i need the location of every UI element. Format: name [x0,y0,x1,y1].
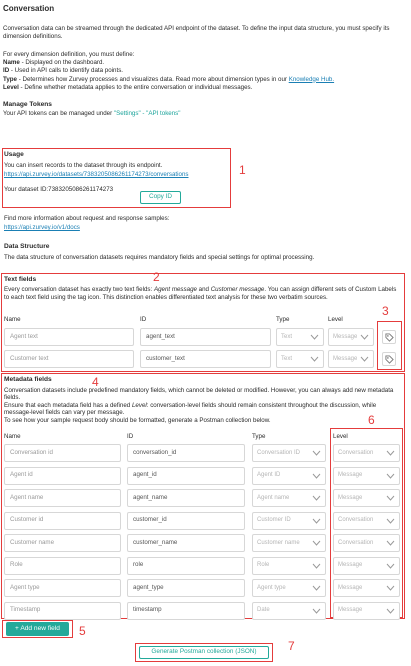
usage-title: Usage [4,151,24,158]
md-level-select[interactable] [333,489,400,507]
text-fields-desc [4,286,402,303]
definition-id [3,67,406,75]
chevron-down-icon [360,356,369,362]
chevron-down-icon [386,608,395,614]
md-desc2-a: Ensure that each metadata field has a defined [4,401,132,409]
md-header-id: ID [127,433,134,440]
usage-text: You can insert records to the dataset through its endpoint. [4,161,163,169]
dataset-id-value: 7383205086261174273 [48,185,114,193]
tf-tag-button[interactable] [382,330,396,344]
def-name-label: Name [3,58,20,66]
tf-id-input[interactable]: customer_text [140,350,271,368]
annotation-2: 2 [153,270,160,284]
md-name-input[interactable]: Customer name [4,534,121,552]
add-new-field-button[interactable]: + Add new field [6,622,69,636]
dataset-id-row [4,186,229,194]
chevron-down-icon [386,495,395,501]
md-name-input[interactable]: Conversation id [4,444,121,462]
chevron-down-icon [386,540,395,546]
annotation-4: 4 [92,375,99,389]
data-structure-text: The data structure of conversation datasets requires mandatory fields and special settings for optimal processing. [4,253,315,261]
md-id-input[interactable]: role [127,557,245,575]
md-type-value: Agent type [257,584,286,591]
md-level-value: Message [338,607,363,614]
tf-header-id: ID [140,316,147,323]
tf-desc-a: Every conversation dataset has exactly two text fields: [4,285,154,293]
chevron-down-icon [310,356,319,362]
tf-type-select[interactable] [276,328,324,346]
tag-icon [385,355,394,364]
definition-level [3,84,406,92]
chevron-down-icon [386,450,395,456]
tf-header-name: Name [4,316,21,323]
def-name-text: - Displayed on the dashboard. [19,58,105,66]
md-level-select[interactable] [333,534,400,552]
md-level-value: Conversation [338,517,374,524]
annotation-3: 3 [382,304,389,318]
docs-section [4,215,404,262]
page [3,4,406,119]
tf-desc-b: Agent message [153,285,197,293]
text-fields-title: Text fields [4,276,37,283]
metadata-section [4,376,402,424]
tf-level-value: Message [333,355,358,362]
md-level-select[interactable] [333,444,400,462]
md-id-input[interactable]: agent_name [127,489,245,507]
chevron-down-icon [386,518,395,524]
md-type-select[interactable] [252,534,326,552]
knowledge-hub-link[interactable]: Knowledge Hub. [288,75,335,83]
docs-text: Find more information about request and response samples: [4,215,170,222]
definitions-intro: For every dimension definition, you must define: [3,50,135,58]
chevron-down-icon [310,334,319,340]
definition-type [3,76,406,84]
md-desc2-b: Level [131,401,147,409]
md-type-select[interactable] [252,444,326,462]
md-name-input[interactable]: Timestamp [4,602,121,620]
data-structure-title: Data Structure [4,242,50,250]
docs-link[interactable]: https://api.zurvey.io/v1/docs [4,224,80,232]
chevron-down-icon [386,563,395,569]
def-type-text: - Determines how Zurvey processes and visualizes data. Read more about dimension types in our [16,75,289,83]
manage-tokens-title: Manage Tokens [3,101,52,109]
md-type-value: Customer ID [257,517,291,524]
md-type-value: Date [257,607,270,614]
md-level-select[interactable] [333,602,400,620]
chevron-down-icon [312,518,321,524]
tag-icon [385,333,394,342]
metadata-desc-3: To see how your sample request body should be formatted, generate a Postman collection below. [4,416,271,424]
md-name-input[interactable]: Agent id [4,467,121,485]
chevron-down-icon [312,450,321,456]
md-name-input[interactable]: Agent type [4,579,121,597]
chevron-down-icon [312,585,321,591]
generate-postman-button[interactable]: Generate Postman collection (JSON) [139,646,269,659]
tf-desc-d: Customer message [210,285,265,293]
md-name-input[interactable]: Customer id [4,512,121,530]
tokens-text: Your API tokens can be managed under [3,110,114,118]
tf-header-level: Level [328,316,343,323]
md-type-value: Agent ID [257,472,281,479]
chevron-down-icon [312,563,321,569]
md-type-select[interactable] [252,602,326,620]
metadata-desc-2 [4,402,402,417]
md-id-input[interactable]: conversation_id [127,444,245,462]
md-level-value: Message [338,494,363,501]
tf-tag-button[interactable] [382,352,396,366]
md-type-select[interactable] [252,489,326,507]
usage-section [4,151,229,194]
chevron-down-icon [386,473,395,479]
page-title: Conversation [3,4,55,13]
tf-level-value: Message [333,333,358,340]
chevron-down-icon [312,473,321,479]
intro-text: Conversation data can be streamed through the dedicated API endpoint of the dataset. To define the input data structure, you must specify its dimension definitions. [3,24,390,41]
md-type-select[interactable] [252,512,326,530]
chevron-down-icon [312,540,321,546]
md-id-input[interactable]: customer_id [127,512,245,530]
md-desc2-c: : conversation-level fields should remain consistent throughout the discussion, while message-level fields can vary per message. [4,401,377,417]
md-level-value: Conversation [338,539,374,546]
api-tokens-link[interactable]: "Settings" - "API tokens" [113,110,181,118]
metadata-desc-1: Conversation datasets include predefined mandatory fields, which cannot be deleted or modified. However, you can always add new metadata fields. [4,386,394,402]
annotation-7: 7 [288,639,295,653]
md-id-input[interactable]: timestamp [127,602,245,620]
text-fields-section [4,276,402,303]
tf-type-value: Text [281,355,293,362]
md-name-input[interactable]: Role [4,557,121,575]
md-header-type: Type [252,433,266,440]
md-level-select[interactable] [333,579,400,597]
md-name-input[interactable]: Agent name [4,489,121,507]
def-level-label: Level [3,83,19,91]
annotation-1: 1 [239,163,246,177]
md-level-value: Message [338,562,363,569]
md-id-input[interactable]: agent_id [127,467,245,485]
tf-id-input[interactable]: agent_text [140,328,271,346]
copy-id-button[interactable]: Copy ID [140,191,181,204]
def-id-label: ID [3,67,10,75]
tf-header-type: Type [276,316,290,323]
tf-level-select[interactable] [328,350,374,368]
dataset-id-label: Your dataset ID: [4,185,49,193]
md-type-value: Conversation ID [257,449,301,456]
usage-endpoint-link[interactable]: https://api.zurvey.io/datasets/7383205086261174273/conversations [4,171,189,179]
definition-name [3,59,406,67]
md-level-value: Message [338,472,363,479]
md-header-level: Level [333,433,348,440]
chevron-down-icon [360,334,369,340]
chevron-down-icon [386,585,395,591]
md-type-select[interactable] [252,467,326,485]
md-level-value: Message [338,584,363,591]
tf-name-input[interactable]: Agent text [4,328,134,346]
annotation-6: 6 [368,413,375,427]
def-level-text: - Define whether metadata applies to the entire conversation or individual messages. [18,83,253,91]
md-id-input[interactable]: customer_name [127,534,245,552]
tf-type-select[interactable] [276,350,324,368]
md-id-input[interactable]: agent_type [127,579,245,597]
chevron-down-icon [312,495,321,501]
md-level-value: Conversation [338,449,374,456]
md-type-value: Agent name [257,494,290,501]
md-type-value: Customer name [257,539,300,546]
def-type-label: Type [3,75,17,83]
md-level-select[interactable] [333,512,400,530]
tf-name-input[interactable]: Customer text [4,350,134,368]
md-type-value: Role [257,562,270,569]
def-id-text: - Used in API calls to identify data points. [9,67,124,75]
tf-desc-c: and [196,285,211,293]
metadata-title: Metadata fields [4,376,52,383]
md-header-name: Name [4,433,21,440]
md-type-select[interactable] [252,557,326,575]
tf-level-select[interactable] [328,328,374,346]
annotation-5: 5 [79,624,86,638]
chevron-down-icon [312,608,321,614]
tf-desc-e: . You can assign different sets of Custom Labels to each text field using the tag icon. This distinction enables differentiated text analysis for these two verbatim sources. [4,285,397,302]
md-level-select[interactable] [333,467,400,485]
md-level-select[interactable] [333,557,400,575]
manage-tokens-text [3,110,406,118]
md-type-select[interactable] [252,579,326,597]
tf-type-value: Text [281,333,293,340]
